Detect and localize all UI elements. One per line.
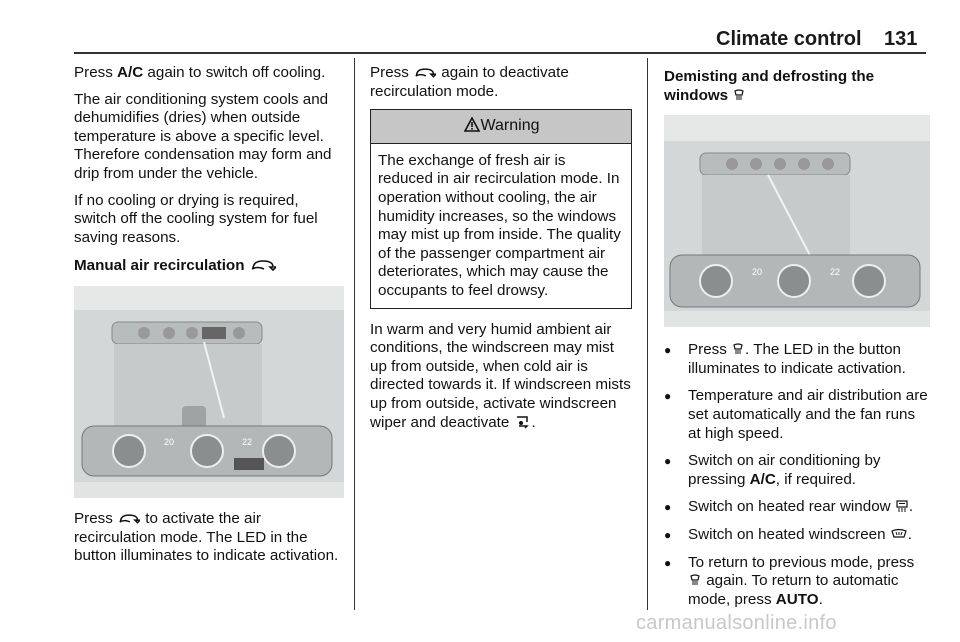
column-divider-2 (647, 58, 648, 610)
recirculation-icon (250, 258, 276, 272)
warning-header: Warning (371, 110, 631, 144)
demisting-photo (664, 115, 930, 327)
rear-window-heating-icon (896, 500, 908, 513)
photo-temp-right: 22 (830, 267, 841, 278)
section-heading-recirculation: Manual air recirculation (74, 257, 344, 276)
list-item: ● Press . The LED in the button illuminates to indicate activation. (664, 341, 930, 378)
photo-temp-left: 20 (752, 267, 763, 278)
paragraph-fuel-saving: If no cooling or drying is required, switch off the cooling system for fuel saving reasons. (74, 191, 318, 246)
list-item: ● To return to previous mode, press again. To return to automatic mode, press AUTO. (664, 554, 930, 610)
demisting-steps-list (664, 341, 930, 609)
defrost-max-icon (732, 343, 744, 356)
warning-icon (464, 117, 480, 132)
list-item: ● Temperature and air distribution are set automatically and the fan runs at high speed. (664, 387, 930, 443)
photo-temp-left: 20 (164, 436, 175, 447)
column-1 (74, 64, 344, 574)
column-3 (664, 64, 930, 618)
paragraph-ac-description: The air conditioning system cools and dehumidifies (dries) when outside temperature is above a specific level. Therefore condensation may form and drip from under the vehicle. (74, 90, 332, 182)
recirculation-photo (74, 286, 344, 498)
list-item: ● Switch on heated windscreen . (664, 526, 930, 545)
column-divider-1 (354, 58, 355, 610)
recirculation-icon (118, 512, 140, 525)
section-heading-demisting: Demisting and defrosting the windows (664, 68, 875, 104)
page-number: 131 (884, 28, 918, 50)
defrost-max-icon (689, 574, 701, 587)
recirculation-icon (414, 66, 436, 79)
photo-temp-right: 22 (242, 436, 253, 447)
paragraph-humid-conditions: In warm and very humid ambient air conditions, the windscreen may mist up from outside, when cold air is directed towards it. If windscreen mists up from outside, activate windscreen wiper and deactivate . (370, 320, 631, 431)
windscreen-air-icon (515, 414, 531, 429)
column-2 (370, 64, 632, 440)
paragraph-ac-off: Press A/C again to switch off cooling. (74, 64, 326, 81)
defrost-max-icon (733, 89, 745, 102)
list-item: ● Switch on air conditioning by pressing A/C, if required. (664, 452, 930, 489)
watermark: carmanualsonline.info (636, 612, 837, 634)
paragraph-activate-recirculation: Press to activate the air recirculation mode. The LED in the button illuminates to indicate activation. (74, 509, 339, 565)
list-item: ● Switch on heated rear window . (664, 498, 930, 517)
page-header-title: Climate control (716, 28, 862, 50)
paragraph-deactivate-recirculation: Press again to deactivate recirculation mode. (370, 64, 569, 100)
warning-text: The exchange of fresh air is reduced in air recirculation mode. In operation without cooling, the air humidity increases, so the windows may mist up from inside. The quality of the passenger compartment air deteriorates, which may cause the occupants to feel drowsy. (378, 151, 621, 299)
header-divider (74, 52, 926, 54)
heated-windscreen-icon (891, 528, 907, 541)
warning-box (370, 109, 632, 308)
